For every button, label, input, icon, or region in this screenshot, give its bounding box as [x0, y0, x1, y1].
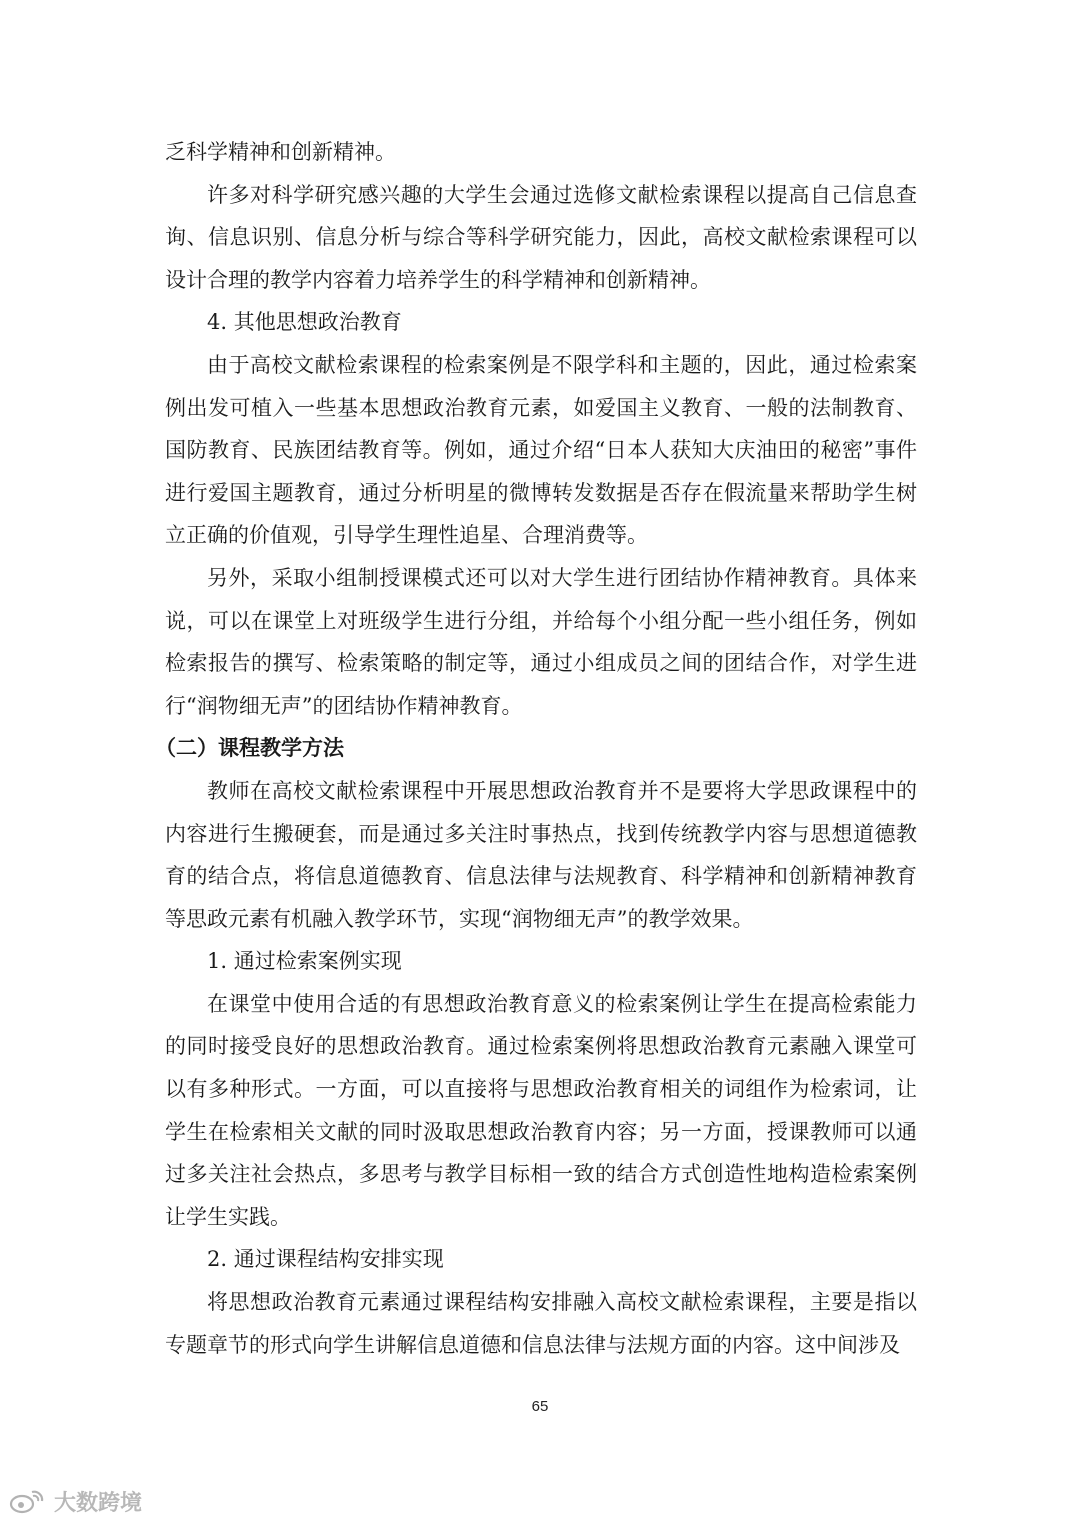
page-body [155, 131, 917, 1366]
paragraph-teaching-methods-intro: 教师在高校文献检索课程中开展思想政治教育并不是要将大学思政课程中的内容进行生搬硬套，而是通过多关注时事热点，找到传统教学内容与思想道德教育的结合点，将信息道德教育、信息法律与法规教育、科学精神和创新精神教育等思政元素有机融入教学环节，实现“润物细无声”的教学效果。 [165, 778, 917, 931]
subheading-via-course-structure: 2. 通过课程结构安排实现 [207, 1247, 444, 1272]
paragraph-science-spirit: 许多对科学研究感兴趣的大学生会通过选修文献检索课程以提高自己信息查询、信息识别、信息分析与综合等科学研究能力，因此，高校文献检索课程可以设计合理的教学内容着力培养学生的科学精神和创新精神。 [165, 182, 917, 292]
paragraph-course-structure: 将思想政治教育元素通过课程结构安排融入高校文献检索课程，主要是指以专题章节的形式向学生讲解信息道德和信息法律与法规方面的内容。这中间涉及 [165, 1290, 917, 1357]
paragraph-continuation: 乏科学精神和创新精神。 [165, 140, 396, 164]
watermark [8, 1486, 142, 1516]
paragraph-search-cases: 由于高校文献检索课程的检索案例是不限学科和主题的，因此，通过检索案例出发可植入一些基本思想政治教育元素，如爱国主义教育、一般的法制教育、国防教育、民族团结教育等。例如，通过介绍“日本人获知大庆油田的秘密”事件进行爱国主题教育，通过分析明星的微博转发数据是否存在假流量来帮助学生树立正确的价值观，引导学生理性追星、合理消费等。 [165, 352, 917, 548]
paragraph-search-case-practice: 在课堂中使用合适的有思想政治教育意义的检索案例让学生在提高检索能力的同时接受良好的思想政治教育。通过检索案例将思想政治教育元素融入课堂可以有多种形式。一方面，可以直接将与思想政治教育相关的词组作为检索词，让学生在检索相关文献的同时汲取思想政治教育内容；另一方面，授课教师可以通过多关注社会热点，多思考与教学目标相一致的结合方式创造性地构造检索案例让学生实践。 [165, 991, 917, 1229]
subheading-via-search-cases: 1. 通过检索案例实现 [207, 949, 402, 974]
watermark-text: 大数跨境 [54, 1490, 143, 1516]
subheading-other-education: 4. 其他思想政治教育 [207, 310, 402, 335]
paragraph-group-teaching: 另外，采取小组制授课模式还可以对大学生进行团结协作精神教育。具体来说，可以在课堂上对班级学生进行分组，并给每个小组分配一些小组任务，例如检索报告的撰写、检索策略的制定等，通过小组成员之间的团结合作，对学生进行“润物细无声”的团结协作精神教育。 [165, 565, 917, 718]
page-number: 65 [531, 1398, 549, 1415]
weibo-style-logo-icon [8, 1488, 48, 1514]
section-heading-teaching-methods: （二）课程教学方法 [155, 735, 344, 761]
